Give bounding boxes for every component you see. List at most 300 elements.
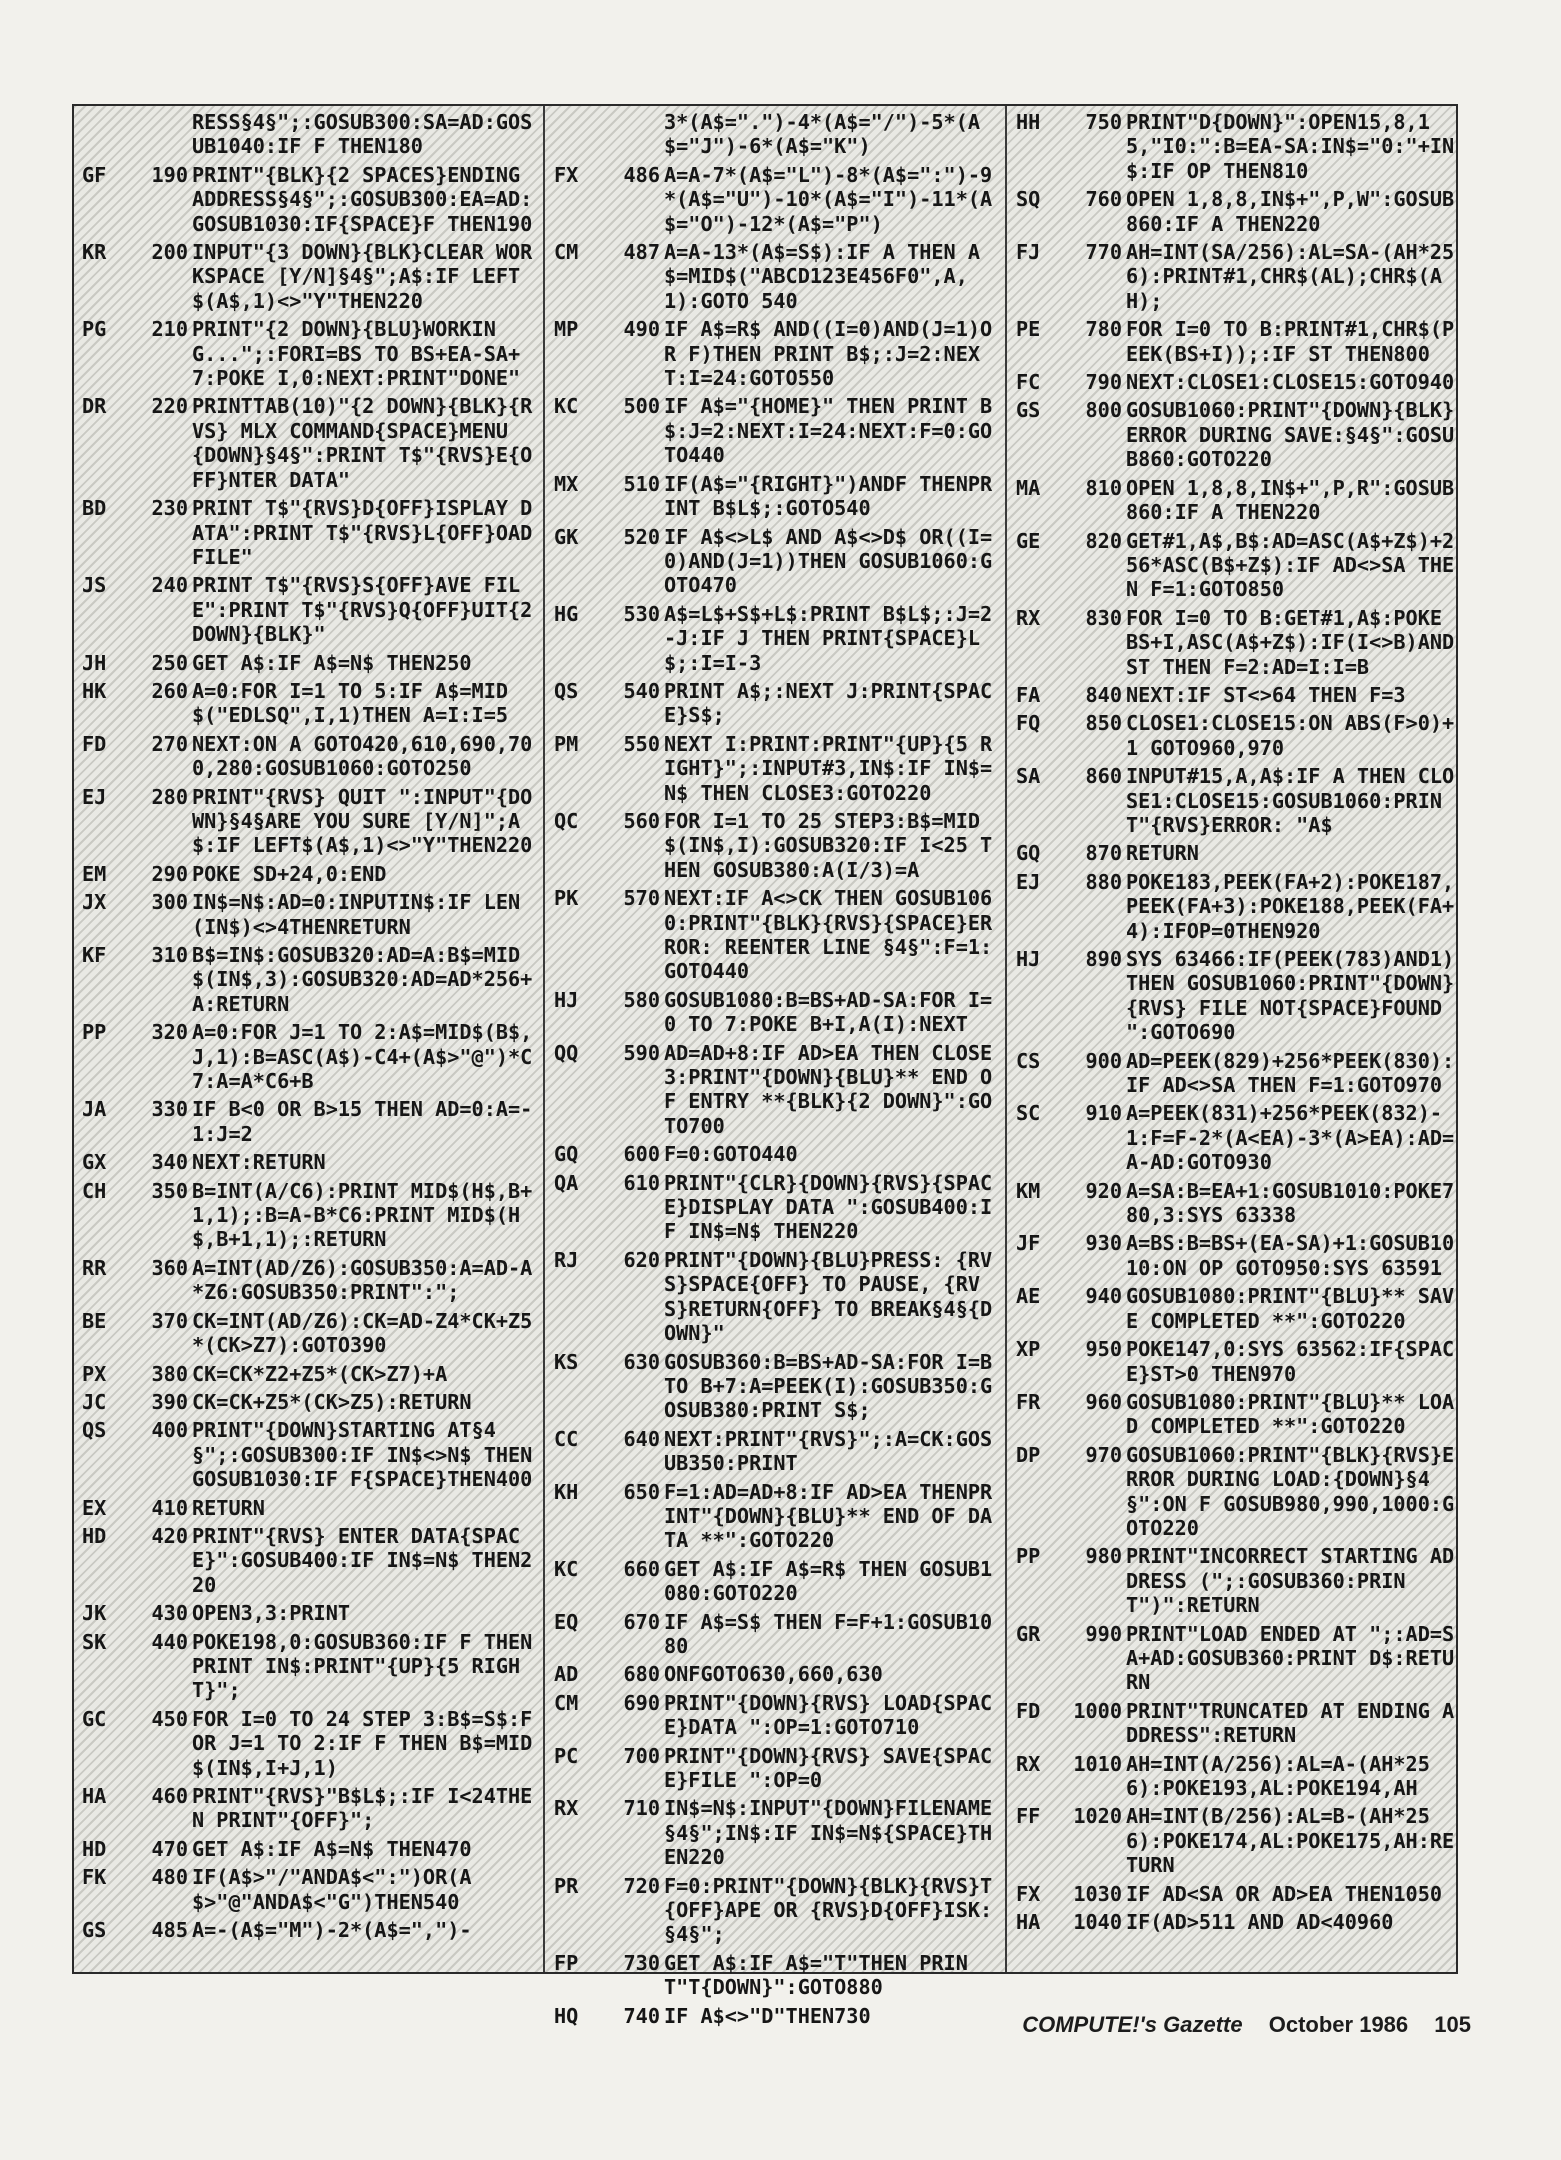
checksum: CH [82,1178,107,1203]
checksum: BE [82,1308,107,1333]
checksum: JS [82,573,107,598]
issue-date: October 1986 [1268,2012,1409,2037]
basic-code: OPEN3,3:PRINT [192,1601,351,1626]
checksum: HA [1016,1910,1041,1935]
checksum: MX [554,471,579,496]
checksum: GC [82,1706,107,1731]
basic-code: IF(A$>"/"ANDA$<":")OR(A$>"@"ANDA$<"G")THEN540 [192,1865,472,1914]
listing-line [546,1248,1004,1346]
basic-code: GOSUB1060:PRINT"{DOWN}{BLK}ERROR DURING SAVE:§4§":GOSUB860:GOTO220 [1126,398,1455,472]
checksum: GK [554,524,579,549]
basic-code: PRINT"{2 DOWN}{BLU}WORKING...";:FORI=BS TO BS+EA-SA+7:POKE I,0:NEXT:PRINT"DONE" [192,317,521,391]
listing-line [1008,1049,1458,1098]
basic-code: IF(AD>511 AND AD<40960 [1126,1910,1394,1935]
line-number: 720 [623,1873,660,1898]
basic-code: OPEN 1,8,8,IN$+",P,W":GOSUB860:IF A THEN220 [1126,187,1455,236]
checksum: PM [554,731,579,756]
basic-code: IN$=N$:AD=0:INPUTIN$:IF LEN(IN$)<>4THENRETURN [192,890,521,939]
listing-line [1008,1179,1458,1228]
checksum: SA [1016,764,1041,789]
listing-line [74,496,545,569]
listing-line [546,886,1004,984]
listing-line [546,1610,1004,1659]
checksum: FF [1016,1804,1041,1829]
line-number: 610 [623,1170,660,1195]
line-number: 700 [623,1743,660,1768]
magazine-name: COMPUTE!'s Gazette [1022,2012,1243,2037]
basic-code: AH=INT(A/256):AL=A-(AH*256):POKE193,AL:POKE194,AH [1126,1751,1430,1800]
line-number: 230 [151,496,188,521]
basic-code: NEXT:RETURN [192,1150,326,1175]
basic-code: PRINT"{BLK}{2 SPACES}ENDING ADDRESS§4§";:GOSUB300:EA=AD:GOSUB1030:IF{SPACE}F THEN190 [192,162,533,236]
basic-code: A=0:FOR J=1 TO 2:A$=MID$(B$,J,1):B=ASC(A$)-C4+(A$>"@")*C7:A=A*C6+B [192,1020,533,1094]
listing-line [74,679,542,728]
listing-line [546,394,1004,467]
line-number: 710 [623,1796,660,1821]
checksum: PC [554,1743,579,1768]
checksum: JA [82,1097,107,1122]
basic-code: A=A-7*(A$="L")-8*(A$=":")-9*(A$="U")-10*(A$="I")-11*(A$="O")-12*(A$="P") [664,162,993,236]
line-number: 370 [151,1308,188,1333]
line-number: 190 [151,162,188,187]
basic-code: F=0:PRINT"{DOWN}{BLK}{RVS}T{OFF}APE OR {RVS}D{OFF}ISK: §4§"; [664,1873,1005,1947]
listing-line [1008,1443,1458,1541]
listing-line [546,110,1004,159]
basic-code: POKE198,0:GOSUB360:IF F THEN PRINT IN$:PRINT"{UP}{5 RIGHT}"; [192,1629,545,1703]
checksum: KR [82,240,107,265]
listing-line [546,1796,1004,1869]
listing-line [1008,1804,1458,1877]
listing-line [74,785,542,858]
listing-line [74,163,542,236]
line-number: 340 [151,1150,188,1175]
checksum: KF [82,943,107,967]
basic-code: AD=PEEK(829)+256*PEEK(830):IF AD<>SA THEN F=1:GOTO970 [1126,1048,1455,1098]
line-number: 490 [623,317,660,342]
listing-line [74,1837,542,1861]
listing-line [74,1601,542,1625]
line-number: 730 [623,1950,660,1975]
listing-line [74,890,542,939]
listing-line [546,163,1004,236]
line-number: 940 [1085,1284,1122,1309]
listing-line [74,1707,542,1780]
listing-line [546,240,1004,313]
listing-line [1008,1882,1458,1906]
line-number: 390 [151,1389,188,1414]
line-number: 260 [151,678,188,703]
listing-line [1008,187,1458,236]
listing-line [1008,1910,1458,1934]
line-number: 520 [623,524,660,549]
basic-code: IF(A$="{RIGHT}")ANDF THENPRINT B$L$;:GOTO540 [664,471,993,521]
basic-code: RETURN [192,1495,265,1520]
listing-line [1008,1699,1458,1748]
basic-code: GOSUB1080:PRINT"{BLU}** SAVE COMPLETED **":GOTO220 [1126,1284,1455,1333]
listing-line [546,1662,1004,1686]
checksum: JX [82,890,107,915]
page-number: 105 [1434,2012,1471,2037]
basic-code: NEXT:CLOSE1:CLOSE15:GOTO940 [1126,370,1455,395]
basic-code: NEXT:ON A GOTO420,610,690,700,280:GOSUB1060:GOTO250 [192,731,533,781]
checksum: FA [1016,682,1041,707]
listing-line [1008,947,1458,1045]
basic-code: PRINT"{DOWN}STARTING AT§4§";:GOSUB300:IF IN$<>N$ THEN GOSUB1030:IF F{SPACE}THEN400 [192,1418,545,1492]
basic-code: AH=INT(B/256):AL=B-(AH*256):POKE174,AL:POKE175,AH:RETURN [1126,1804,1455,1878]
listing-line [1008,764,1458,837]
basic-code: PRINT"{RVS} ENTER DATA{SPACE}":GOSUB400:IF IN$=N$ THEN220 [192,1523,533,1597]
checksum: GE [1016,528,1041,553]
checksum: RR [82,1255,107,1280]
listing-line [74,1150,542,1174]
basic-code: SYS 63466:IF(PEEK(783)AND1)THEN GOSUB1060:PRINT"{DOWN}{RVS} FILE NOT{SPACE}FOUND ":GOTO690 [1126,947,1455,1045]
line-number: 470 [151,1836,188,1861]
listing-line [546,1041,1004,1139]
basic-code: F=0:GOTO440 [664,1142,798,1167]
basic-code: A=PEEK(831)+256*PEEK(832)-1:F=F-2*(A<EA)-3*(A>EA):AD=A-AD:GOTO930 [1126,1101,1455,1175]
basic-code: PRINT"{CLR}{DOWN}{RVS}{SPACE}DISPLAY DATA ":GOSUB400:IF IN$=N$ THEN220 [664,1170,993,1244]
line-number: 840 [1085,682,1122,707]
line-number: 850 [1085,711,1122,736]
basic-code: PRINT T$"{RVS}D{OFF}ISPLAY DATA":PRINT T$"{RVS}L{OFF}OAD FILE" [192,496,545,569]
listing-line [1008,317,1458,366]
checksum: FD [82,731,107,756]
basic-code: A=SA:B=EA+1:GOSUB1010:POKE780,3:SYS 63338 [1126,1178,1455,1228]
line-number: 420 [151,1523,188,1548]
line-number: 1040 [1073,1910,1122,1935]
line-number: 970 [1085,1442,1122,1467]
checksum: GR [1016,1621,1041,1646]
line-number: 430 [151,1601,188,1626]
line-number: 630 [623,1349,660,1374]
line-number: 570 [623,886,660,911]
checksum: HD [82,1836,107,1861]
basic-code: AH=INT(SA/256):AL=SA-(AH*256):PRINT#1,CHR$(AL);CHR$(AH); [1126,240,1455,313]
listing-line [1008,683,1458,707]
checksum: SQ [1016,187,1041,212]
checksum: KC [554,394,579,419]
line-number: 990 [1085,1621,1122,1646]
line-number: 760 [1085,187,1122,212]
basic-code: GOSUB1080:B=BS+AD-SA:FOR I=0 TO 7:POKE B+I,A(I):NEXT [664,987,993,1037]
listing-line [1008,1622,1458,1695]
line-number: 350 [151,1178,188,1203]
listing-line [74,1179,542,1252]
checksum: PK [554,886,579,911]
listing-column-1 [74,110,545,1968]
basic-code: PRINT T$"{RVS}S{OFF}AVE FILE":PRINT T$"{RVS}Q{OFF}UIT{2 DOWN}{BLK}" [192,573,545,647]
listing-line [74,1418,545,1492]
basic-code: NEXT I:PRINT:PRINT"{UP}{5 RIGHT}";:INPUT#3,IN$:IF IN$=N$ THEN CLOSE3:GOTO220 [664,731,993,805]
checksum: DR [82,394,107,419]
basic-code: GET#1,A$,B$:AD=ASC(A$+Z$)+256*ASC(B$+Z$):IF AD<>SA THEN F=1:GOTO850 [1126,528,1455,602]
listing-column-2 [546,110,1005,2028]
basic-code: RESS§4§";:GOSUB300:SA=AD:GOSUB1040:IF F THEN180 [192,110,533,159]
line-number: 1010 [1073,1751,1122,1776]
line-number: 620 [623,1247,660,1272]
listing-line [546,1744,1004,1793]
line-number: 440 [151,1629,188,1654]
basic-code: IF A$=R$ AND((I=0)AND(J=1)OR F)THEN PRINT B$;:J=2:NEXT:I=24:GOTO550 [664,317,993,391]
checksum: PR [554,1873,579,1898]
line-number: 380 [151,1361,188,1386]
basic-code: FOR I=1 TO 25 STEP3:B$=MID$(IN$,I):GOSUB320:IF I<25 THEN GOSUB380:A(I/3)=A [664,808,993,882]
line-number: 770 [1085,240,1122,265]
basic-code: CK=CK+Z5*(CK>Z5):RETURN [192,1389,472,1414]
line-number: 300 [151,890,188,915]
line-number: 640 [623,1426,660,1451]
basic-code: POKE183,PEEK(FA+2):POKE187,PEEK(FA+3):POKE188,PEEK(FA+4):IFOP=0THEN920 [1126,869,1455,943]
listing-line [1008,1390,1458,1439]
line-number: 980 [1085,1544,1122,1569]
checksum: GS [82,1918,107,1943]
checksum: GS [1016,398,1041,423]
basic-code: IN$=N$:INPUT"{DOWN}FILENAME§4§";IN$:IF IN$=N${SPACE}THEN220 [664,1796,993,1870]
basic-code: A=A-13*(A$=S$):IF A THEN A$=MID$("ABCD123E456F0",A,1):GOTO 540 [664,240,981,313]
line-number: 290 [151,861,188,886]
basic-code: FOR I=0 TO B:GET#1,A$:POKE BS+I,ASC(A$+Z$):IF(I<>B)AND ST THEN F=2:AD=I:I=B [1126,605,1467,679]
basic-code: PRINT"{RVS}"B$L$;:IF I<24THEN PRINT"{OFF}"; [192,1784,533,1833]
listing-line [546,732,1004,805]
basic-code: IF A$<>"D"THEN730 [664,2003,871,2028]
listing-line [546,602,1004,675]
checksum: HJ [1016,947,1041,971]
listing-line [74,394,542,492]
basic-code: OPEN 1,8,8,IN$+",P,R":GOSUB860:IF A THEN220 [1126,475,1455,525]
listing-line [546,679,1004,728]
checksum: KH [554,1479,579,1504]
line-number: 920 [1085,1178,1122,1203]
checksum: MP [554,317,579,342]
checksum: EX [82,1495,107,1520]
checksum: CM [554,240,579,265]
listing-line [546,988,1004,1037]
line-number: 485 [151,1918,188,1943]
checksum: JK [82,1601,107,1626]
line-number: 890 [1085,947,1122,971]
basic-code: CK=CK*Z2+Z5*(CK>Z7)+A [192,1361,448,1386]
checksum: KC [554,1556,579,1581]
line-number: 487 [623,240,660,265]
listing-line [1008,398,1458,471]
listing-line [74,651,542,675]
line-number: 410 [151,1495,188,1520]
listing-line [1008,370,1458,394]
line-number: 320 [151,1020,188,1045]
checksum: SC [1016,1101,1041,1126]
listing-line [1008,841,1458,865]
basic-code: INPUT#15,A,A$:IF A THEN CLOSE1:CLOSE15:GOSUB1060:PRINT"{RVS}ERROR: "A$ [1126,764,1455,837]
line-number: 480 [151,1865,188,1890]
line-number: 330 [151,1097,188,1122]
checksum: GF [82,162,107,187]
checksum: MA [1016,475,1041,500]
checksum: PX [82,1361,107,1386]
line-number: 680 [623,1662,660,1687]
basic-code: IF A$=S$ THEN F=F+1:GOSUB1080 [664,1609,993,1658]
checksum: JC [82,1389,107,1414]
line-number: 210 [151,317,188,342]
listing-line [1008,1284,1458,1333]
listing-line [546,1480,1004,1553]
basic-code: CLOSE1:CLOSE15:ON ABS(F>0)+1 GOTO960,970 [1126,711,1455,760]
listing-line [1008,1101,1458,1174]
page-footer [1022,2012,1471,2038]
checksum: PP [1016,1544,1041,1569]
checksum: EJ [1016,869,1041,894]
basic-code: A=-(A$="M")-2*(A$=",")- [192,1918,472,1943]
checksum: DP [1016,1442,1041,1467]
listing-line [74,1020,542,1093]
basic-code: NEXT:PRINT"{RVS}";:A=CK:GOSUB350:PRINT [664,1426,993,1476]
checksum: FQ [1016,711,1041,736]
checksum: FP [554,1950,579,1975]
listing-line [74,732,542,781]
checksum: JH [82,650,107,675]
basic-code: B=INT(A/C6):PRINT MID$(H$,B+1,1);:B=A-B*C6:PRINT MID$(H$,B+1,1);:RETURN [192,1178,533,1252]
basic-code: NEXT:IF A<>CK THEN GOSUB1060:PRINT"{BLK}{RVS}{SPACE}ERROR: REENTER LINE §4§":F=1:GOTO440 [664,886,993,984]
checksum: SK [82,1629,107,1654]
basic-code: A=0:FOR I=1 TO 5:IF A$=MID$("EDLSQ",I,1)THEN A=I:I=5 [192,678,509,728]
line-number: 450 [151,1706,188,1731]
basic-code: GOSUB1080:PRINT"{BLU}** LOAD COMPLETED **":GOTO220 [1126,1389,1455,1439]
checksum: JF [1016,1231,1041,1256]
basic-code: PRINT"{DOWN}{BLU}PRESS: {RVS}SPACE{OFF} TO PAUSE, {RVS}RETURN{OFF} TO BREAK§4§{DOWN}" [664,1247,993,1346]
checksum: QC [554,808,579,833]
basic-code: FOR I=0 TO B:PRINT#1,CHR$(PEEK(BS+I));:IF ST THEN800 [1126,317,1455,366]
basic-code: PRINT"D{DOWN}":OPEN15,8,15,"I0:":B=EA-SA:IN$="0:"+IN$:IF OP THEN810 [1126,110,1455,183]
line-number: 280 [151,784,188,809]
basic-code: IF B<0 OR B>15 THEN AD=0:A=-1:J=2 [192,1097,533,1146]
line-number: 880 [1085,869,1122,894]
line-number: 1020 [1073,1804,1122,1829]
listing-line [546,2004,1004,2028]
checksum: AE [1016,1284,1041,1309]
basic-code: PRINT"LOAD ENDED AT ";:AD=SA+AD:GOSUB360:PRINT D$:RETURN [1126,1621,1455,1695]
line-number: 870 [1085,841,1122,866]
checksum: RX [1016,1751,1041,1776]
line-number: 460 [151,1784,188,1808]
listing-line [74,862,542,886]
listing-line [74,1362,542,1386]
checksum: HJ [554,987,579,1012]
checksum: QA [554,1170,579,1195]
line-number: 250 [151,650,188,675]
listing-line [74,943,542,1016]
listing-line [1008,529,1458,602]
basic-code: NEXT:IF ST<>64 THEN F=3 [1126,682,1406,707]
listing-line [546,525,1004,598]
checksum: FK [82,1865,107,1890]
checksum: RX [1016,605,1041,630]
checksum: BD [82,496,107,521]
line-number: 810 [1085,475,1122,500]
line-number: 660 [623,1556,660,1581]
basic-code: FOR I=0 TO 24 STEP 3:B$=S$:FOR J=1 TO 2:IF F THEN B$=MID$(IN$,I+J,1) [192,1706,533,1780]
listing-line [74,1097,542,1146]
checksum: KS [554,1349,579,1374]
listing-line [1008,605,1467,679]
basic-code: IF A$<>L$ AND A$<>D$ OR((I=0)AND(J=1))THEN GOSUB1060:GOTO470 [664,524,993,598]
listing-line [546,472,1004,521]
checksum: QS [554,678,579,703]
listing-line [1008,1752,1458,1801]
basic-code: B$=IN$:GOSUB320:AD=A:B$=MID$(IN$,3):GOSUB320:AD=AD*256+A:RETURN [192,943,533,1016]
basic-code: GOSUB1060:PRINT"{BLK}{RVS}ERROR DURING LOAD:{DOWN}§4§":ON F GOSUB980,990,1000:GOTO220 [1126,1442,1455,1540]
listing-line [1008,1337,1458,1386]
listing-line [74,1784,542,1833]
basic-code: GET A$:IF A$="T"THEN PRINT"T{DOWN}":GOTO880 [664,1950,968,2000]
listing-line [546,317,1004,390]
listing-line [546,1874,1004,1947]
basic-code: GET A$:IF A$=N$ THEN470 [192,1836,472,1861]
checksum: HG [554,601,579,626]
line-number: 310 [151,943,188,967]
listing-column-3 [1008,110,1467,1968]
line-number: 240 [151,573,188,598]
line-number: 800 [1085,398,1122,423]
checksum: KM [1016,1178,1041,1203]
checksum: HD [82,1523,107,1548]
line-number: 900 [1085,1048,1122,1073]
checksum: GX [82,1150,107,1175]
line-number: 400 [151,1418,188,1443]
listing-line [546,1557,1004,1606]
listing-line [74,1256,542,1305]
line-number: 930 [1085,1231,1122,1256]
checksum: RX [554,1796,579,1821]
checksum: GQ [554,1142,579,1167]
listing-line [546,1951,1004,2000]
checksum: FX [554,162,579,187]
basic-code: GET A$:IF A$=R$ THEN GOSUB1080:GOTO220 [664,1556,993,1606]
checksum: FR [1016,1389,1041,1414]
listing-line [74,573,545,647]
listing-line [1008,711,1458,760]
basic-code: 3*(A$=".")-4*(A$="/")-5*(A$="J")-6*(A$="K") [664,110,981,159]
listing-line [74,110,542,159]
checksum: PE [1016,317,1041,342]
line-number: 560 [623,808,660,833]
line-number: 1030 [1073,1881,1122,1906]
listing-line [546,1350,1004,1423]
checksum: HA [82,1784,107,1808]
basic-code: PRINT A$;:NEXT J:PRINT{SPACE}S$; [664,678,993,728]
listing-line [1008,240,1458,313]
checksum: EM [82,861,107,886]
line-number: 220 [151,394,188,419]
basic-code: GET A$:IF A$=N$ THEN250 [192,650,472,675]
line-number: 530 [623,601,660,626]
checksum: RJ [554,1247,579,1272]
line-number: 960 [1085,1389,1122,1414]
listing-line [74,1390,542,1414]
line-number: 580 [623,987,660,1012]
listing-line [74,317,542,390]
basic-code: F=1:AD=AD+8:IF AD>EA THENPRINT"{DOWN}{BLU}** END OF DATA **":GOTO220 [664,1479,993,1553]
checksum: EQ [554,1609,579,1634]
checksum: FJ [1016,240,1041,265]
line-number: 950 [1085,1337,1122,1362]
listing-line [546,1171,1004,1244]
line-number: 550 [623,731,660,756]
line-number: 650 [623,1479,660,1504]
line-number: 750 [1085,110,1122,134]
listing-line [546,1691,1004,1740]
column-divider [543,106,545,1972]
checksum: FC [1016,370,1041,395]
basic-code: PRINT"{RVS} QUIT ":INPUT"{DOWN}§4§ARE YOU SURE [Y/N]";A$:IF LEFT$(A$,1)<>"Y"THEN220 [192,784,533,858]
